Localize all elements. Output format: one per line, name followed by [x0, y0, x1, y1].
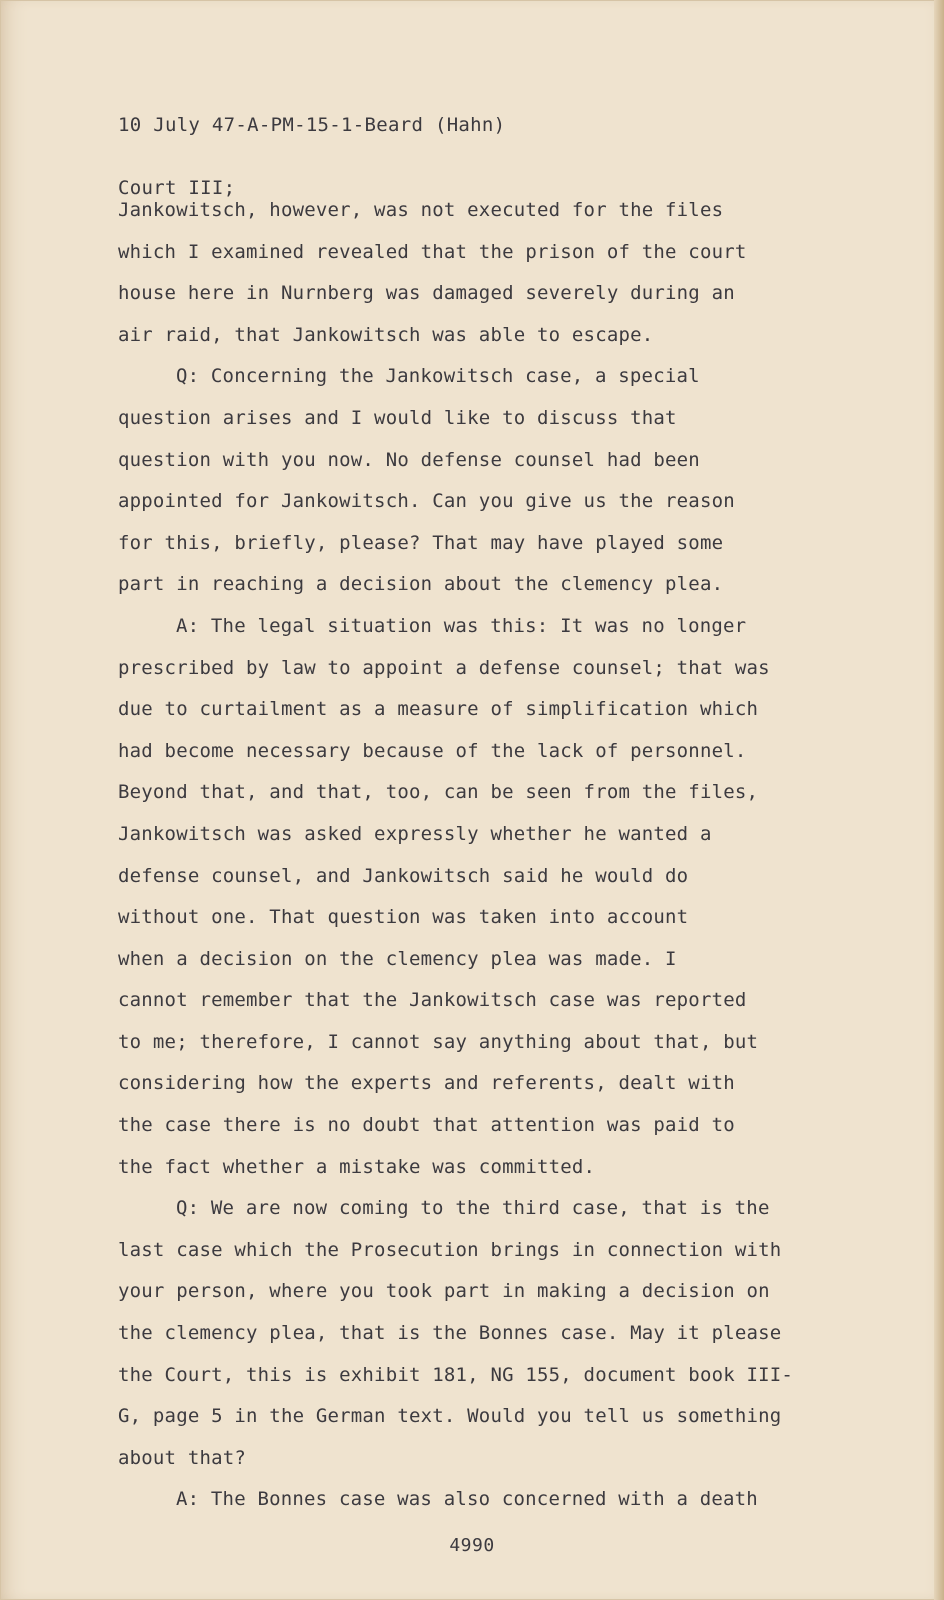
- transcript-line: your person, where you took part in making a decision on: [118, 1280, 770, 1303]
- transcript-line: the clemency plea, that is the Bonnes case. May it please: [118, 1322, 782, 1345]
- transcript-line: last case which the Prosecution brings in connection with: [118, 1238, 782, 1261]
- transcript-line: when a decision on the clemency plea was made. I: [118, 947, 677, 970]
- transcript-line: part in reaching a decision about the clemency plea.: [118, 573, 724, 596]
- header-line-2: Court III;: [118, 177, 236, 199]
- transcript-line: without one. That question was taken into account: [118, 906, 689, 929]
- transcript-line: prescribed by law to appoint a defense counsel; that was: [118, 656, 770, 679]
- transcript-line: which I examined revealed that the prison of the court: [118, 240, 747, 263]
- transcript-line: Beyond that, and that, too, can be seen from the files,: [118, 781, 759, 804]
- transcript-line: Jankowitsch was asked expressly whether he wanted a: [118, 822, 712, 845]
- transcript-line: the fact whether a mistake was committed.: [118, 1155, 596, 1178]
- transcript-line: had become necessary because of the lack of personnel.: [118, 739, 747, 762]
- transcript-line: due to curtailment as a measure of simplification which: [118, 698, 759, 721]
- transcript-line: house here in Nurnberg was damaged severely during an: [118, 282, 735, 305]
- transcript-line: question arises and I would like to discuss that: [118, 406, 677, 429]
- transcript-line: A: The Bonnes case was also concerned with a death: [176, 1488, 758, 1511]
- transcript-line: the case there is no doubt that attention was paid to: [118, 1114, 735, 1137]
- transcript-line: A: The legal situation was this: It was no longer: [176, 614, 747, 637]
- transcript-line: air raid, that Jankowitsch was able to escape.: [118, 323, 654, 346]
- transcript-line: Jankowitsch, however, was not executed for the files: [118, 199, 724, 221]
- page-number: 4990: [449, 1535, 495, 1556]
- transcript-line: considering how the experts and referents, dealt with: [118, 1072, 735, 1095]
- transcript-body: [118, 190, 838, 1521]
- transcript-line: G, page 5 in the German text. Would you tell us something: [118, 1405, 782, 1428]
- transcript-line: for this, briefly, please? That may have played some: [118, 531, 724, 554]
- paper-edge: [934, 0, 944, 1600]
- transcript-line: Q: Concerning the Jankowitsch case, a special: [176, 365, 700, 388]
- transcript-line: to me; therefore, I cannot say anything about that, but: [118, 1030, 759, 1053]
- transcript-line: about that?: [118, 1446, 247, 1469]
- transcript-line: appointed for Jankowitsch. Can you give us the reason: [118, 490, 735, 513]
- transcript-line: the Court, this is exhibit 181, NG 155, document book III-: [118, 1363, 794, 1386]
- header-line-1: 10 July 47-A-PM-15-1-Beard (Hahn): [118, 114, 506, 136]
- transcript-line: Q: We are now coming to the third case, that is the: [176, 1197, 770, 1220]
- transcript-line: cannot remember that the Jankowitsch case was reported: [118, 989, 747, 1012]
- transcript-line: question with you now. No defense counsel had been: [118, 448, 700, 471]
- transcript-line: defense counsel, and Jankowitsch said he would do: [118, 864, 689, 887]
